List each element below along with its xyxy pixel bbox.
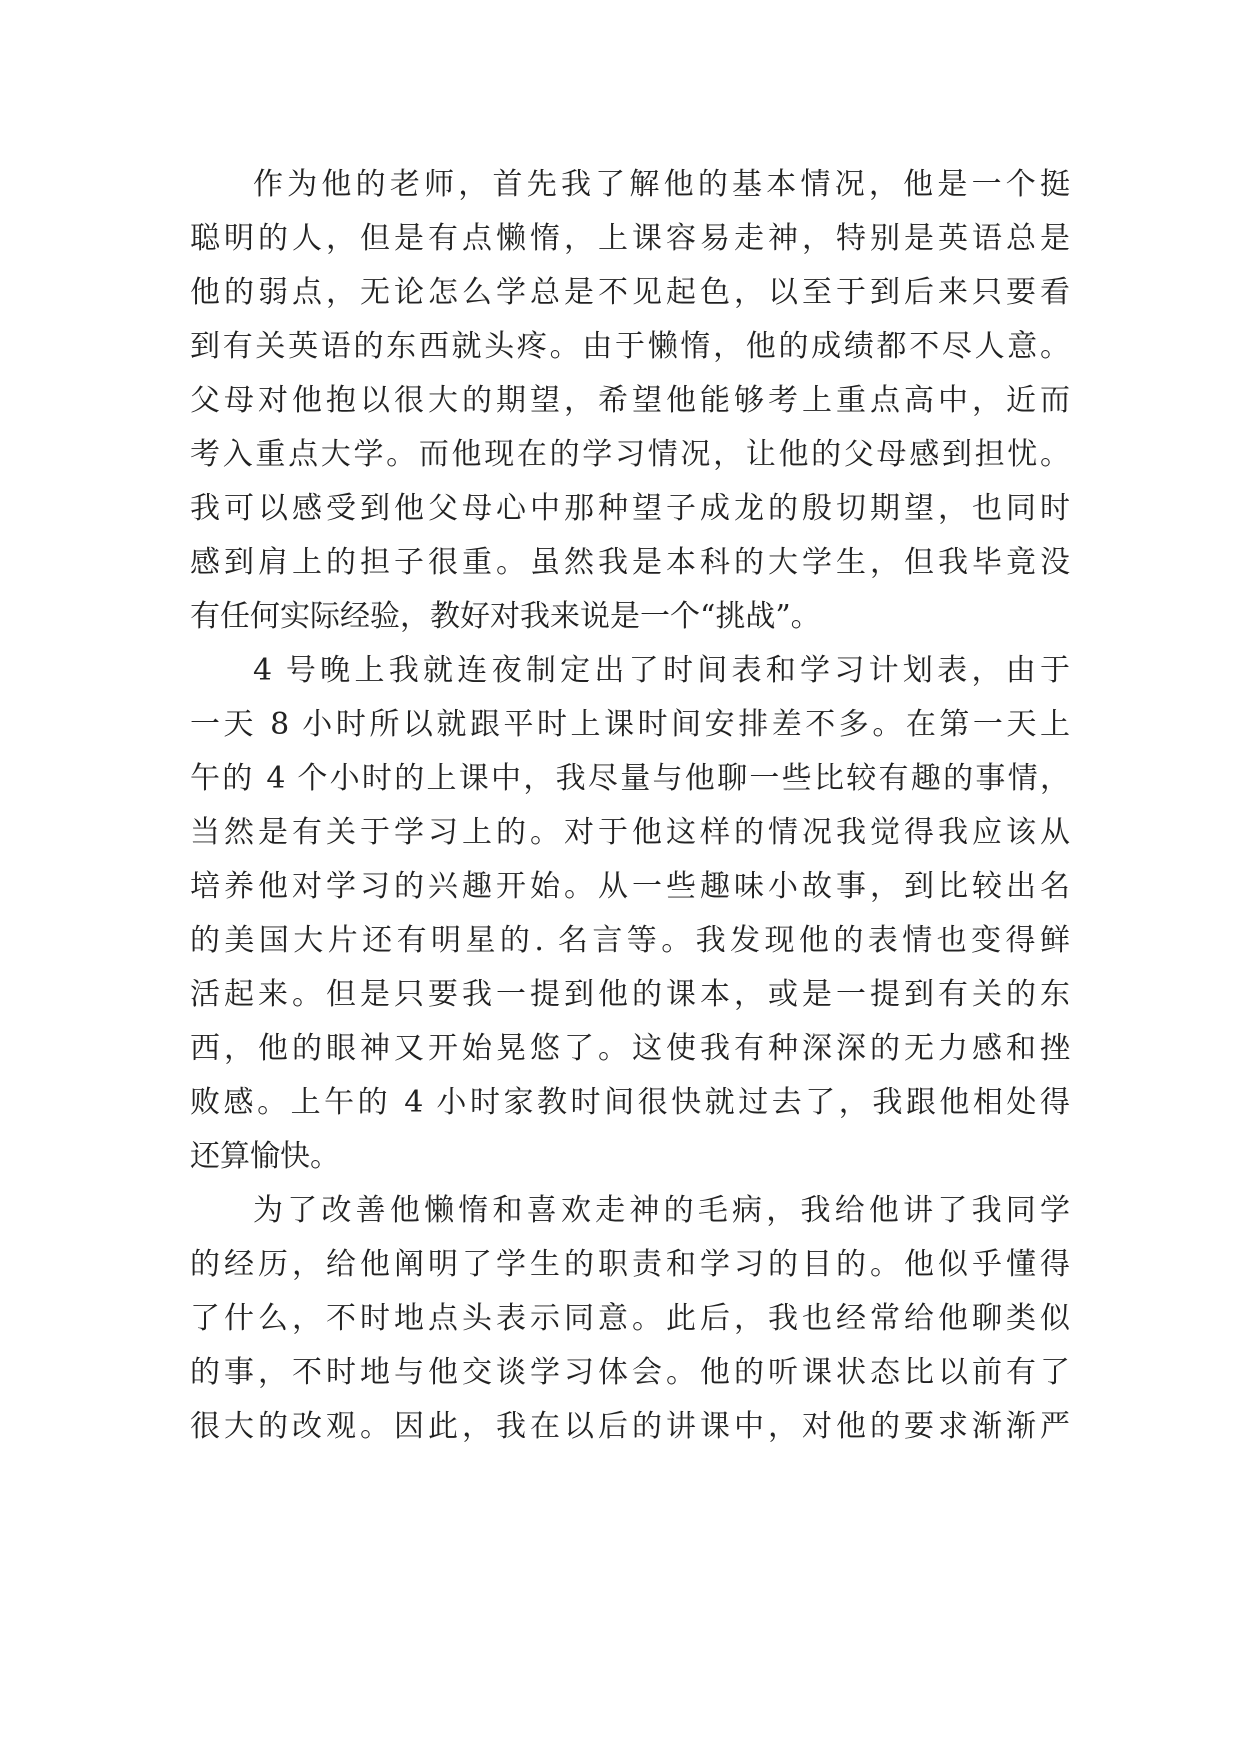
paragraph-teacher-assessment [190,158,1070,644]
text-line: 父母对他抱以很大的期望，希望他能够考上重点高中，近而 [190,383,1070,418]
body-text [190,158,1070,1454]
text-line: 午的 4 个小时的上课中，我尽量与他聊一些比较有趣的事情， [190,761,1070,796]
text-line: 很大的改观。因此，我在以后的讲课中，对他的要求渐渐严 [190,1409,1070,1444]
paragraph-first-day [190,644,1070,1184]
text-line: 他的弱点，无论怎么学总是不见起色，以至于到后来只要看 [190,275,1070,310]
text-line: 还算愉快。 [190,1139,340,1174]
text-line: 到有关英语的东西就头疼。由于懒惰，他的成绩都不尽人意。 [190,329,1070,364]
text-line: 的事，不时地与他交谈学习体会。他的听课状态比以前有了 [190,1355,1070,1390]
text-line: 的美国大片还有明星的. 名言等。我发现他的表情也变得鲜 [190,923,1070,958]
text-line: 的经历，给他阐明了学生的职责和学习的目的。他似乎懂得 [190,1247,1070,1282]
text-line: 聪明的人，但是有点懒惰，上课容易走神，特别是英语总是 [190,221,1070,256]
text-line: 当然是有关于学习上的。对于他这样的情况我觉得我应该从 [190,815,1070,850]
text-line: 考入重点大学。而他现在的学习情况，让他的父母感到担忧。 [190,437,1070,472]
text-line: 4 号晚上我就连夜制定出了时间表和学习计划表，由于 [253,653,1070,688]
text-line: 西，他的眼神又开始晃悠了。这使我有种深深的无力感和挫 [190,1031,1070,1066]
text-line: 活起来。但是只要我一提到他的课本，或是一提到有关的东 [190,977,1070,1012]
text-line: 有任何实际经验，教好对我来说是一个“挑战”。 [190,599,821,634]
text-line: 一天 8 小时所以就跟平时上课时间安排差不多。在第一天上 [190,707,1070,742]
text-line: 了什么，不时地点头表示同意。此后，我也经常给他聊类似 [190,1301,1070,1336]
text-line: 作为他的老师，首先我了解他的基本情况，他是一个挺 [253,167,1070,202]
text-line: 为了改善他懒惰和喜欢走神的毛病，我给他讲了我同学 [253,1193,1070,1228]
text-line: 培养他对学习的兴趣开始。从一些趣味小故事，到比较出名 [190,869,1070,904]
text-line: 我可以感受到他父母心中那种望子成龙的殷切期望，也同时 [190,491,1070,526]
text-line: 败感。上午的 4 小时家教时间很快就过去了，我跟他相处得 [190,1085,1070,1120]
paragraph-improvement [190,1184,1070,1454]
text-line: 感到肩上的担子很重。虽然我是本科的大学生，但我毕竟没 [190,545,1070,580]
